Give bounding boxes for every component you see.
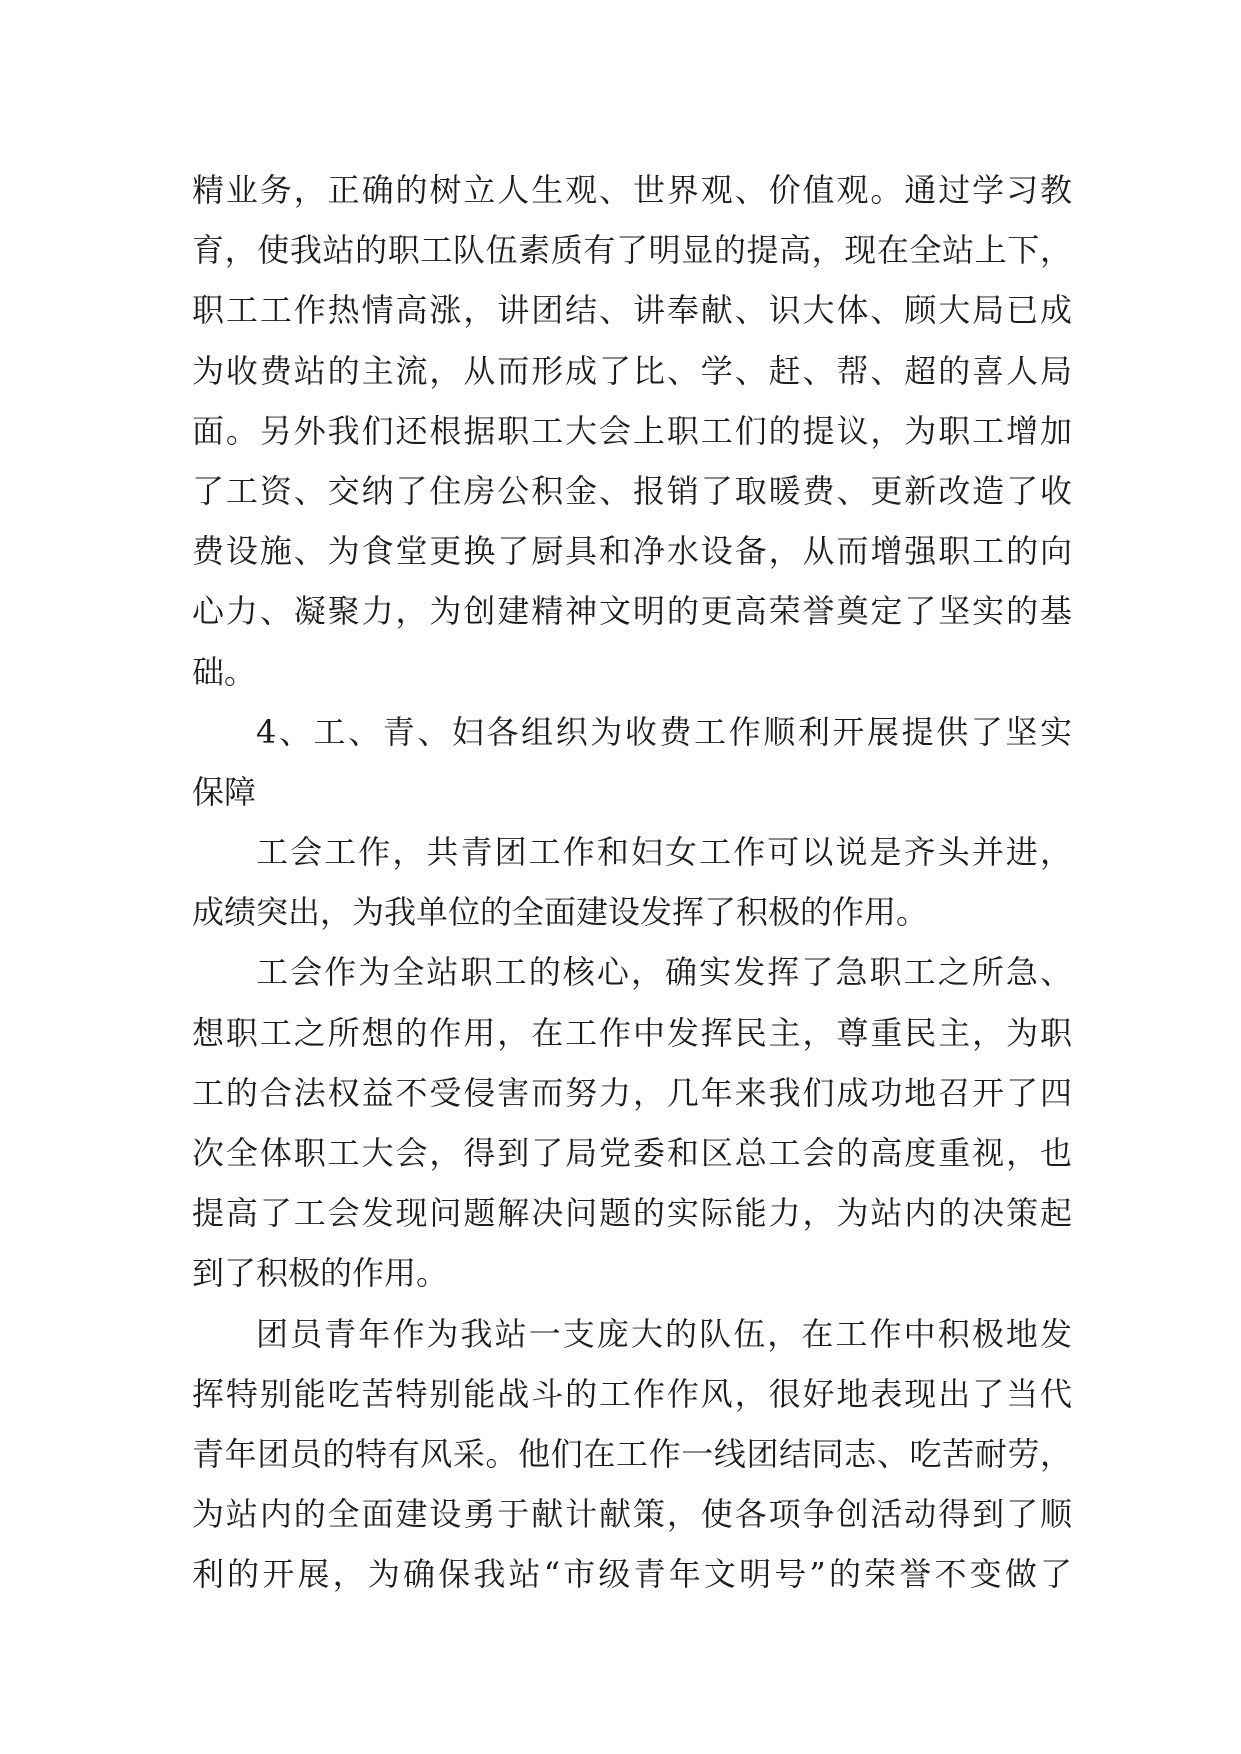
text-line: 4、工、青、妇各组织为收费工作顺利开展提供了坚实 (256, 712, 1072, 751)
text-line: 了工资、交纳了住房公积金、报销了取暖费、更新改造了收 (192, 471, 1072, 510)
text-line: 心力、凝聚力，为创建精神文明的更高荣誉奠定了坚实的基 (192, 592, 1072, 631)
text-line: 育，使我站的职工队伍素质有了明显的提高，现在全站上下， (192, 231, 1072, 270)
paragraph (192, 822, 1072, 942)
text-line: 础。 (192, 652, 257, 691)
text-line: 到了积极的作用。 (192, 1254, 449, 1293)
text-line: 工会工作，共青团工作和妇女工作可以说是齐头并进， (256, 833, 1072, 872)
text-line: 职工工作热情高涨，讲团结、讲奉献、识大体、顾大局已成 (192, 291, 1072, 330)
text-line: 为收费站的主流，从而形成了比、学、赶、帮、超的喜人局 (192, 351, 1072, 390)
text-line: 工会作为全站职工的核心，确实发挥了急职工之所急、 (256, 953, 1072, 992)
text-line: 挥特别能吃苦特别能战斗的工作作风，很好地表现出了当代 (192, 1374, 1072, 1413)
paragraph (192, 1304, 1072, 1605)
text-line: 为站内的全面建设勇于献计献策，使各项争创活动得到了顺 (192, 1495, 1072, 1534)
section-heading (192, 702, 1072, 822)
text-line: 费设施、为食堂更换了厨具和净水设备，从而增强职工的向 (192, 532, 1072, 571)
text-line: 工的合法权益不受侵害而努力，几年来我们成功地召开了四 (192, 1073, 1072, 1112)
text-line: 青年团员的特有风采。他们在工作一线团结同志、吃苦耐劳， (192, 1434, 1072, 1473)
text-line: 保障 (192, 772, 257, 811)
text-line: 次全体职工大会，得到了局党委和区总工会的高度重视，也 (192, 1134, 1072, 1172)
text-line: 提高了工会发现问题解决问题的实际能力，为站内的决策起 (192, 1194, 1072, 1233)
text-line: 利的开展，为确保我站“市级青年文明号”的荣誉不变做了 (192, 1555, 1072, 1594)
text-line: 想职工之所想的作用，在工作中发挥民主，尊重民主，为职 (192, 1013, 1072, 1052)
body-text (192, 160, 1072, 1605)
paragraph (192, 942, 1072, 1303)
text-line: 成绩突出，为我单位的全面建设发挥了积极的作用。 (192, 893, 929, 932)
paragraph (192, 160, 1072, 702)
text-line: 精业务，正确的树立人生观、世界观、价值观。通过学习教 (192, 171, 1072, 209)
text-line: 团员青年作为我站一支庞大的队伍，在工作中积极地发 (256, 1314, 1072, 1353)
text-line: 面。另外我们还根据职工大会上职工们的提议，为职工增加 (192, 411, 1072, 450)
